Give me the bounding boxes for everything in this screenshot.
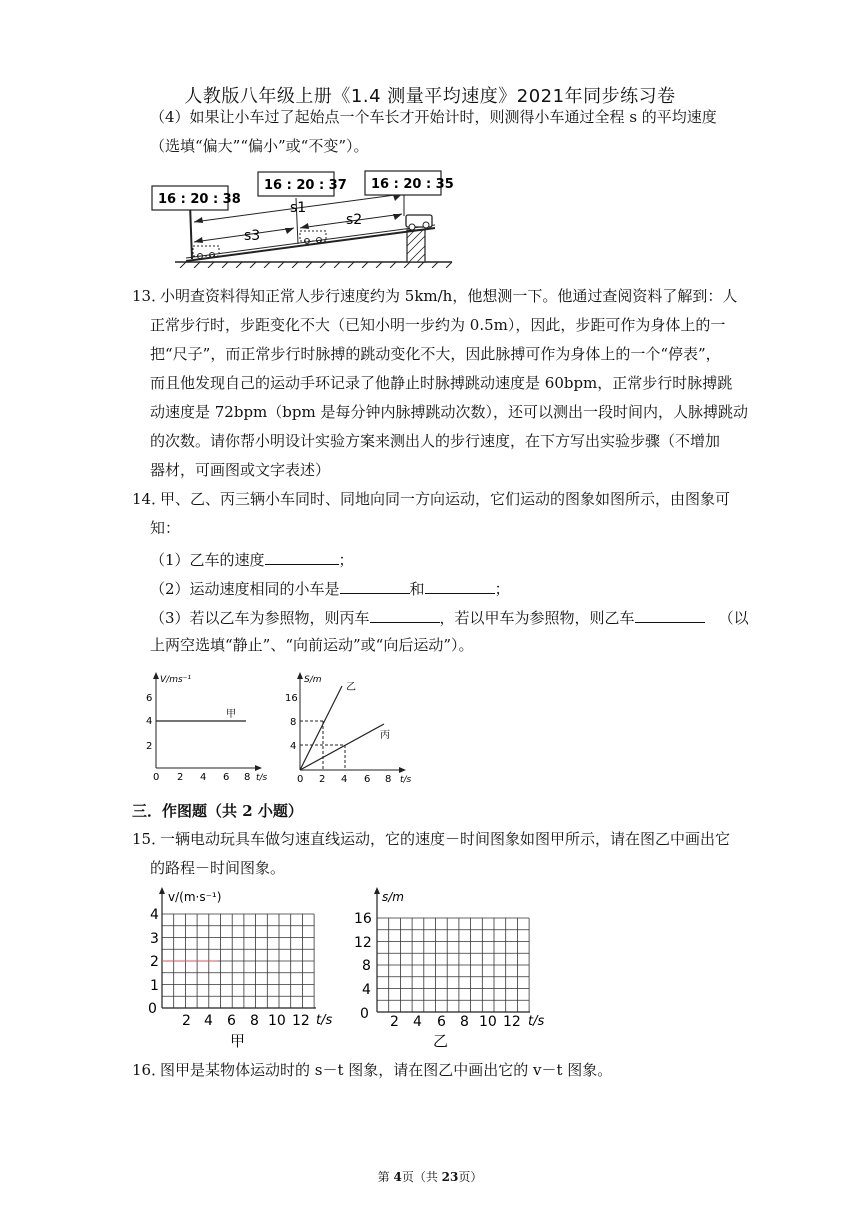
answer-blank[interactable] bbox=[265, 548, 339, 565]
s3-label: s3 bbox=[244, 228, 261, 244]
tick-label: 1 bbox=[150, 978, 159, 994]
answer-blank[interactable] bbox=[425, 577, 495, 594]
q14-line2: 知： bbox=[150, 519, 181, 537]
series-bing-line bbox=[300, 724, 384, 770]
time-box-right: 16 : 20 : 35 bbox=[371, 177, 454, 192]
tick-label: 12 bbox=[354, 935, 372, 951]
yi-caption: 乙 bbox=[433, 1032, 449, 1049]
tick-label: 0 bbox=[297, 774, 304, 783]
q13-line2: 正常步行时，步距变化不大（已知小明一步约为 0.5m），因此，步距可作为身体上的一 bbox=[150, 316, 726, 334]
q13-line5: 动速度是 72bpm（bpm 是每分钟内脉搏跳动次数），还可以测出一段时间内，人脉搏跳动 bbox=[150, 403, 748, 421]
series-bing-label: 丙 bbox=[380, 730, 390, 741]
tick-label: 6 bbox=[364, 774, 371, 783]
tick-label: 4 bbox=[290, 741, 297, 752]
incline-figure bbox=[150, 168, 460, 268]
tick-label: 4 bbox=[362, 982, 371, 998]
jia-ylabel: v/(m·s⁻¹) bbox=[168, 890, 222, 904]
tick-label: 0 bbox=[360, 1006, 369, 1022]
tick-label: 2 bbox=[150, 954, 159, 970]
q15-graph-jia bbox=[140, 884, 340, 1049]
q14-line1: 甲、乙、丙三辆小车同时、同地向同一方向运动，它们运动的图象如图所示，由图象可 bbox=[160, 490, 731, 508]
vt-xlabel: t/s bbox=[256, 773, 268, 783]
q15-line1: 一辆电动玩具车做匀速直线运动，它的速度－时间图象如图甲所示，请在图乙中画出它 bbox=[160, 830, 731, 848]
q16-line1: 图甲是某物体运动时的 s－t 图象，请在图乙中画出它的 v－t 图象。 bbox=[160, 1061, 613, 1079]
tick-label: 16 bbox=[354, 911, 372, 927]
tick-label: 8 bbox=[244, 772, 251, 783]
tick-label: 2 bbox=[390, 1014, 399, 1030]
answer-blank[interactable] bbox=[370, 606, 440, 623]
tick-label: 0 bbox=[153, 772, 160, 783]
q15-graph-yi bbox=[350, 884, 550, 1049]
tick-label: 4 bbox=[204, 1013, 213, 1029]
page-title: 人教版八年级上册《1.4 测量平均速度》2021年同步练习卷 bbox=[184, 86, 676, 107]
tick-label: 8 bbox=[362, 958, 371, 974]
tick-label: 4 bbox=[150, 907, 159, 923]
cart-icon bbox=[406, 215, 432, 230]
q12-part4-line2: （选填“偏大”“偏小”或“不变”）。 bbox=[150, 137, 369, 155]
tick-label: 12 bbox=[503, 1014, 521, 1030]
q15-line2: 的路程－时间图象。 bbox=[150, 859, 286, 877]
tick-label: 4 bbox=[200, 772, 207, 783]
tick-label: 8 bbox=[460, 1014, 469, 1030]
q14-sub1: （1）乙车的速度 ； bbox=[150, 548, 354, 570]
q12-part4-line1: （4）如果让小车过了起始点一个车长才开始计时，则测得小车通过全程 s 的平均速度 bbox=[150, 108, 717, 126]
q13-line4: 而且他发现自己的运动手环记录了他静止时脉搏跳动速度是 60bpm，正常步行时脉搏跳 bbox=[150, 374, 733, 392]
series-yi-line bbox=[300, 686, 342, 770]
tick-label: 2 bbox=[319, 774, 326, 783]
tick-label: 4 bbox=[146, 716, 153, 727]
tick-label: 2 bbox=[177, 772, 184, 783]
q14-number: 14． bbox=[132, 490, 167, 508]
tick-label: 10 bbox=[479, 1014, 497, 1030]
answer-blank[interactable] bbox=[635, 606, 705, 623]
time-box-left: 16 : 20 : 38 bbox=[158, 192, 241, 207]
q13-line7: 器材，可画图或文字表述） bbox=[150, 461, 331, 479]
s1-label: s1 bbox=[290, 200, 307, 216]
incline-board bbox=[186, 228, 435, 261]
tick-label: 2 bbox=[182, 1013, 191, 1029]
st-ylabel: S/m bbox=[304, 675, 322, 685]
q13-line1: 小明查资料得知正常人步行速度约为 5km/h，他想测一下。他通过查阅资料了解到：人 bbox=[160, 287, 738, 305]
tick-label: 8 bbox=[385, 774, 392, 783]
q14-sub3-line2: 上两空选填“静止”、“向前运动”或“向后运动”）。 bbox=[150, 636, 474, 654]
tick-label: 10 bbox=[268, 1013, 286, 1029]
tick-label: 3 bbox=[150, 931, 159, 947]
s2-label: s2 bbox=[346, 212, 363, 228]
tick-label: 0 bbox=[148, 1001, 157, 1017]
tick-label: 4 bbox=[413, 1014, 422, 1030]
q13-line6: 的次数。请你帮小明设计实验方案来测出人的步行速度，在下方写出实验步骤（不增加 bbox=[150, 432, 721, 450]
q14-vt-graph bbox=[140, 668, 270, 783]
tick-label: 8 bbox=[290, 717, 297, 728]
series-yi-label: 乙 bbox=[346, 682, 356, 693]
answer-blank[interactable] bbox=[340, 577, 410, 594]
vt-ylabel: V/ms⁻¹ bbox=[160, 675, 192, 685]
tick-label: 12 bbox=[292, 1013, 310, 1029]
q14-sub3: （3）若以乙车为参照物，则丙车 ，若以甲车为参照物，则乙车 （以 bbox=[150, 606, 749, 628]
page-total: 23 bbox=[441, 1170, 459, 1184]
series-jia-label: 甲 bbox=[226, 709, 236, 720]
yi-ylabel: s/m bbox=[382, 890, 404, 904]
page-number: 4 bbox=[393, 1170, 402, 1184]
jia-xlabel: t/s bbox=[316, 1013, 333, 1028]
yi-xlabel: t/s bbox=[528, 1014, 545, 1029]
q14-st-graph bbox=[284, 668, 414, 783]
tick-label: 6 bbox=[227, 1013, 236, 1029]
jia-caption: 甲 bbox=[230, 1032, 246, 1049]
tick-label: 2 bbox=[146, 741, 153, 752]
time-box-mid: 16 : 20 : 37 bbox=[264, 178, 347, 193]
q15-number: 15． bbox=[132, 830, 167, 848]
section-title: 三．作图题（共 2 小题） bbox=[132, 802, 303, 820]
tick-label: 16 bbox=[285, 693, 298, 704]
st-xlabel: t/s bbox=[400, 775, 412, 783]
tick-label: 8 bbox=[250, 1013, 259, 1029]
q14-sub2: （2）运动速度相同的小车是 和 ； bbox=[150, 577, 510, 599]
q13-number: 13． bbox=[132, 287, 167, 305]
tick-label: 6 bbox=[437, 1014, 446, 1030]
q13-line3: 把“尺子”，而正常步行时脉搏的跳动变化不大，因此脉搏可作为身体上的一个“停表”， bbox=[150, 345, 721, 363]
q16-number: 16． bbox=[132, 1061, 167, 1079]
page-footer: 第 4页（共 23页） bbox=[377, 1170, 483, 1184]
tick-label: 6 bbox=[223, 772, 230, 783]
tick-label: 4 bbox=[341, 774, 348, 783]
tick-label: 6 bbox=[146, 693, 153, 704]
